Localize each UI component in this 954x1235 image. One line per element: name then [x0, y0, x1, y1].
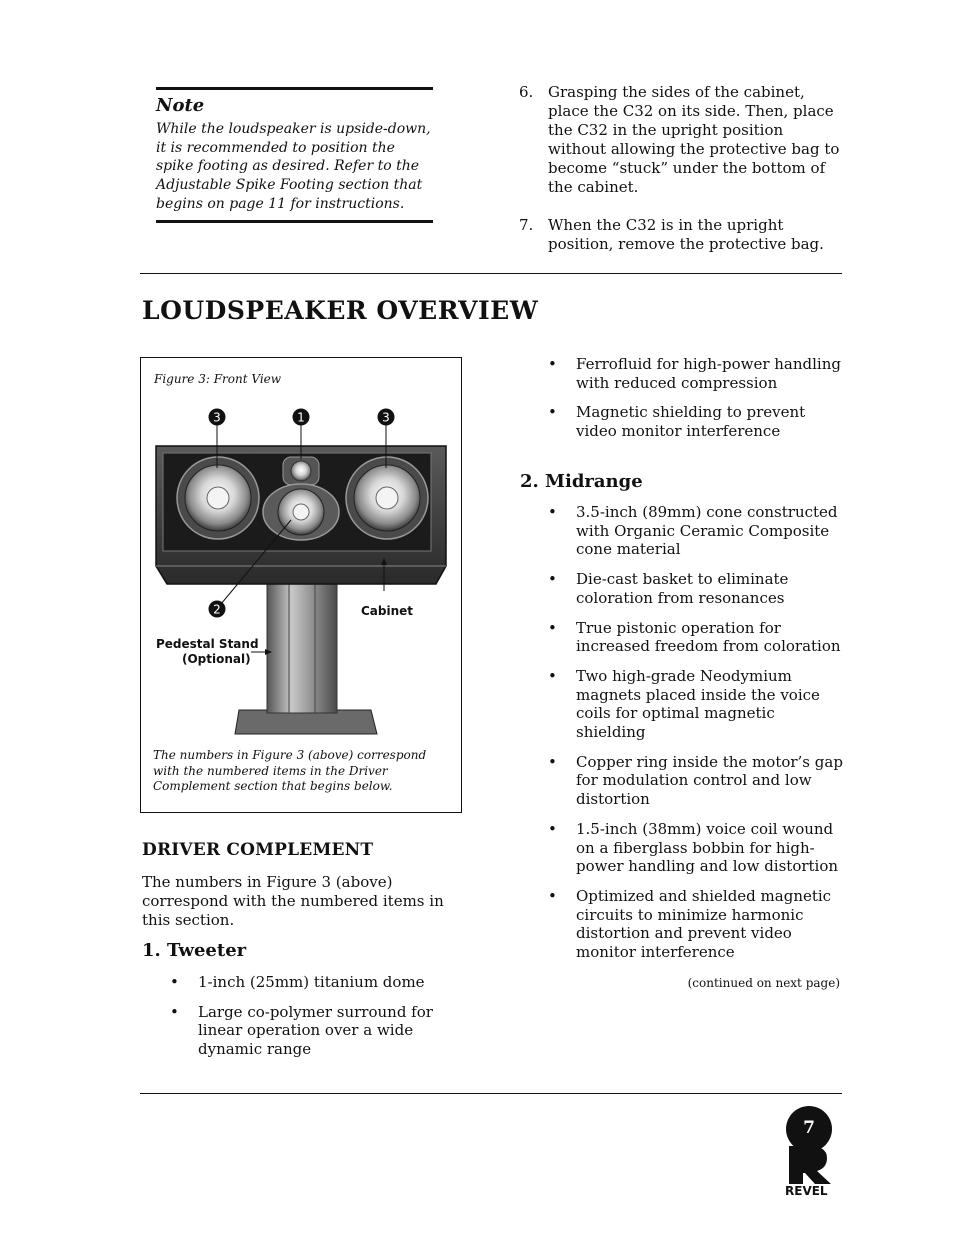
- list-item: • Magnetic shielding to prevent video monitor interference: [548, 403, 806, 441]
- page-title: LOUDSPEAKER OVERVIEW: [142, 296, 539, 325]
- revel-logo-icon: [783, 1140, 845, 1196]
- bottom-divider: [140, 1093, 842, 1094]
- figure-front-view: [140, 357, 462, 813]
- driver-complement-heading: DRIVER COMPLEMENT: [142, 840, 374, 860]
- tweeter-section: [142, 940, 442, 1070]
- note-box: [156, 87, 433, 223]
- note-title: Note: [156, 95, 205, 116]
- driver-complement-intro: The numbers in Figure 3 (above) correspond with the numbered items in this section.: [142, 873, 444, 929]
- list-item: • True pistonic operation for increased freedom from coloration: [548, 618, 841, 656]
- pedestal-optional-label: (Optional): [182, 652, 251, 666]
- list-item: • Large co-polymer surround for linear operation over a wide dynamic range: [170, 1002, 433, 1059]
- step-text: When the C32 is in the upright position, remove the protective bag.: [548, 216, 824, 253]
- list-item: • 1-inch (25mm) titanium dome: [170, 973, 425, 991]
- list-item: • Die-cast basket to eliminate coloration from resonances: [548, 570, 789, 607]
- speaker-illustration: [141, 358, 461, 812]
- top-divider: [140, 273, 842, 274]
- tweeter-bullets: [170, 973, 442, 1059]
- callout-label: 3: [213, 410, 221, 425]
- svg-text:REVEL: REVEL: [785, 1184, 828, 1196]
- midrange-heading: 2. Midrange: [520, 471, 643, 492]
- step-number: 6.: [519, 83, 534, 101]
- step-text: Grasping the sides of the cabinet, place the C32 on its side. Then, place the C32 in the upright position without allowing the protective bag to become “stuck” under the bottom of the cabinet.: [548, 83, 840, 196]
- figure-caption: Figure 3: Front View: [154, 372, 282, 386]
- callout-label: 3: [382, 410, 390, 425]
- continued-note: (continued on next page): [687, 976, 840, 990]
- tweeter-bullets-continued: [548, 355, 843, 452]
- list-item: • 3.5-inch (89mm) cone constructed with Organic Ceramic Composite cone material: [548, 503, 838, 559]
- callout-label: 2: [213, 602, 221, 617]
- list-item: • Copper ring inside the motor’s gap for modulation control and low distortion: [548, 752, 843, 809]
- list-item: • Optimized and shielded magnetic circuits to minimize harmonic distortion and prevent video monitor interference: [548, 886, 832, 962]
- tweeter-heading: 1. Tweeter: [142, 940, 247, 961]
- list-item: • 1.5-inch (38mm) voice coil wound on a fiberglass bobbin for high-power handling and low distortion: [548, 819, 839, 876]
- pedestal-stand-label: Pedestal Stand: [156, 637, 259, 651]
- midrange-section: [520, 471, 843, 973]
- list-item: • Two high-grade Neodymium magnets placed inside the voice coils for optimal magnetic shielding: [548, 666, 820, 742]
- note-text: While the loudspeaker is upside-down, it is recommended to position the spike footing as desired. Refer to the Adjustable Spike Footing section that begins on page 11 for instructions.: [156, 121, 431, 212]
- midrange-bullets: [548, 503, 843, 962]
- pedestal-base: [235, 710, 377, 734]
- step-6: [519, 83, 844, 197]
- step-number: 7.: [519, 216, 534, 234]
- page-number: 7: [786, 1106, 832, 1152]
- cabinet-label: Cabinet: [361, 604, 414, 618]
- step-7: [519, 216, 844, 254]
- callout-label: 1: [297, 410, 305, 425]
- pedestal-column: [267, 563, 337, 713]
- figure-note: The numbers in Figure 3 (above) correspond with the numbered items in the Driver Complement section that begins below.: [153, 748, 427, 793]
- setup-steps: [519, 83, 844, 273]
- list-item: • Ferrofluid for high-power handling with reduced compression: [548, 355, 841, 392]
